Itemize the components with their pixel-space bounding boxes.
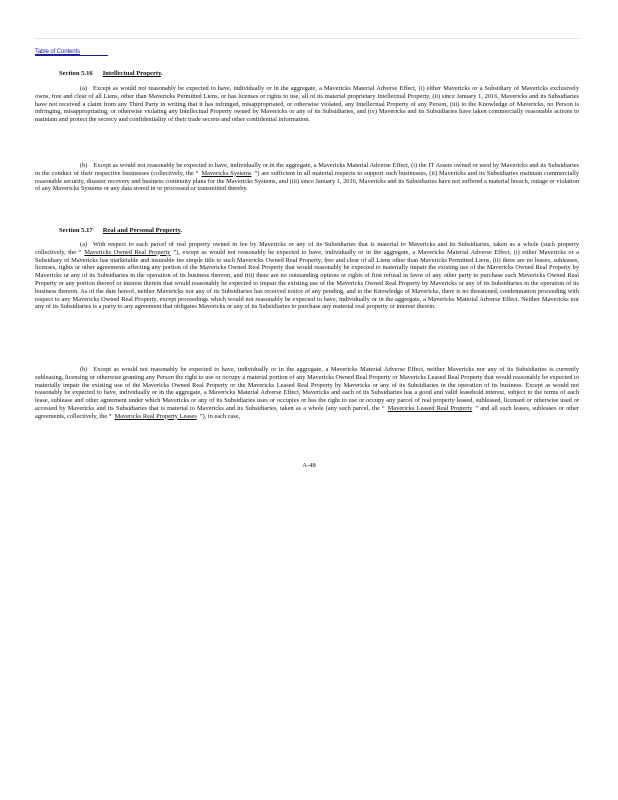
section-number: Section 5.17 [59,227,93,234]
paragraph-label: (b) [80,162,88,169]
page-number: A-48 [302,462,316,469]
paragraph-label: (b) [80,366,88,373]
defined-term: Mavericks Leased Real Property [387,404,473,412]
paragraph-label: (a) [80,241,88,248]
paragraph-5-16-a [35,85,579,124]
table-of-contents-link[interactable]: Table of Contents [35,49,108,56]
paragraph-text: Except as would not reasonably be expected to have, individually or in the aggregate, a Mavericks Material Adverse Effect, (i) either Mavericks or a Subsidiary of Mavericks exclusively owns, free and clear of all Liens, other than Mavericks Permitted Liens, or has licenses or rights to use, all of its material proprietary Intellectual Property, (ii) since January 1, 2016, Mavericks and its Subsidiaries have not received a claim from any Third Party in writing that it has infringed, misappropriated, or otherwise violated, any Intellectual Property of any Person, (iii) to the Knowledge of Mavericks, no Person is infringing, misappropriating, or otherwise violating any Intellectual Property owned by Mavericks or any of its Subsidiaries, and (iv) Mavericks and its Subsidiaries have taken commercially reasonable actions to maintain and protect the secrecy and confidentiality of their trade secrets and other confidential information. [35,85,579,124]
top-rule [35,38,580,39]
paragraph-5-17-b: (b) Except as would not reasonably be expected to have, individually or in the aggregate, a Mavericks Material Adverse Effect, neither Mavericks nor any of its Subsidiaries is currently subleasing, licensing or otherwise granting any Person the right to use or occupy a material portion of any Mavericks Owned Real Property or Mavericks Leased Real Property that would reasonably be expected to materially impair the existing use of the Mavericks Owned Real Property or the Mavericks Leased Real Property by Mavericks or any of its Subsidiaries in the operation of its business. Except as would not reasonably be expected to have, individually or in the aggregate, a Mavericks Material Adverse Effect, Mavericks and each of its Subsidiaries has a good and valid leasehold interest, subject to the terms of each lease, sublease and other agreement under which Mavericks or any of its Subsidiaries uses or occupies or has the right to use or occupy any parcel of real property leased, subleased, licensed or otherwise used or accessed by Mavericks and its Subsidiaries that is material to Mavericks and its Subsidiaries, taken as a whole (any such parcel, the “ Mavericks Leased Real Property ” and all such leases, subleases or other agreements, collectively, the “ Mavericks Real Property Leases ”), in each case, [35,366,579,420]
defined-term: Mavericks Owned Real Property [84,248,171,256]
paragraph-label: (a) [80,85,88,92]
paragraph-5-17-a: (a) With respect to each parcel of real property owned in fee by Mavericks or any of its Subsidiaries that is material to Mavericks and its Subsidiaries, taken as a whole (such property collectively, the “ Mavericks Owned Real Property ”), except as would not reasonably be expected to have, individually or in the aggregate, a Mavericks Material Adverse Effect, (i) either Mavericks or a Subsidiary of Mavericks has marketable and insurable fee simple title to such Mavericks Owned Real Property, free and clear of all Liens other than Mavericks Permitted Liens, (ii) there are no leases, subleases, licenses, rights or other agreements affecting any portion of the Mavericks Owned Real Property that would reasonably be expected to materially impair the existing use of the Mavericks Owned Real Property by Mavericks or any of its Subsidiaries in the operation of its business thereon, and (iii) there are no outstanding options or rights of first refusal in favor of any other party to purchase such Mavericks Owned Real Property or any portion thereof or interest therein that would reasonably be expected to impair the existing use of the Mavericks Owned Real Property by Mavericks or any of its Subsidiaries in the operation of its business thereon. As of the date hereof, neither Mavericks nor any of its Subsidiaries has received notice of any pending, and to the Knowledge of Mavericks, there is no threatened, condemnation proceeding with respect to any Mavericks Owned Real Property, except proceedings which would not reasonably be expected to have, individually or in the aggregate, a Mavericks Material Adverse Effect. Neither Mavericks nor any of its Subsidiaries is a party to any agreement that obligates Mavericks or any of its Subsidiaries to purchase any material real property or interest therein. [35,241,579,311]
section-5-17-heading: Section 5.17 Real and Personal Property. [59,227,183,234]
paragraph-5-16-b: (b) Except as would not reasonably be expected to have, individually or in the aggregate, a Mavericks Material Adverse Effect, (i) the IT Assets owned or used by Mavericks and its Subsidiaries in the conduct of their respective businesses (collectively, the “ Mavericks Systems ”) are sufficient in all material respects to support such businesses, (ii) Mavericks and its Subsidiaries maintain commercially reasonable security, disaster recovery and business continuity plans for the Mavericks Systems, and (iii) since January 1, 2016, Mavericks and its Subsidiaries have not suffered a material breach, outage or violation of any Mavericks Systems or any data stored in or processed or transmitted thereby. [35,162,579,193]
section-title: Intellectual Property [102,70,161,77]
section-5-16-heading: Section 5.16 Intellectual Property. [59,70,163,77]
defined-term: Mavericks Real Property Leases [114,412,197,420]
defined-term: Mavericks Systems [201,169,252,177]
section-number: Section 5.16 [59,70,93,77]
section-title: Real and Personal Property [102,227,181,234]
